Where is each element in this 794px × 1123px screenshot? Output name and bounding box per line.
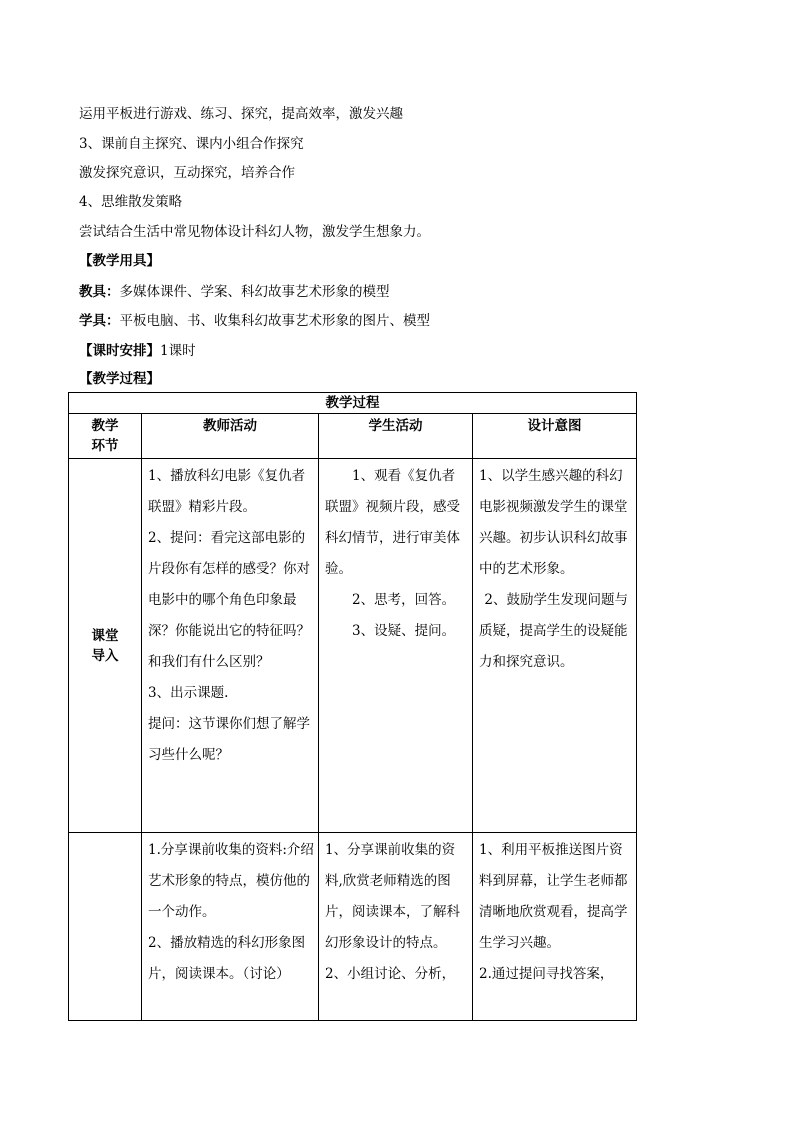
teacher-cell — [142, 459, 319, 833]
teacher-tools-text: 多媒体课件、学案、科幻故事艺术形象的模型 — [119, 284, 390, 300]
intro-line-2: 3、课前自主探究、课内小组合作探究 — [79, 136, 304, 152]
intent-item: 1、利用平板推送图片资料到屏幕，让学生老师都清晰地欣赏观看，提高学生学习兴趣。 — [479, 842, 628, 951]
header-student: 学生活动 — [319, 414, 473, 459]
student-item: 3、设疑、提问。 — [352, 623, 456, 639]
student-cell — [319, 459, 473, 833]
teacher-item: 2、提问：看完这部电影的片段你有怎样的感受？你对电影中的哪个角色印象最深？你能说出它的特征吗？和我们有什么区别？ — [148, 530, 310, 670]
student-item: 1、观看《复仇者联盟》视频片段，感受科幻情节，进行审美体验。 — [325, 468, 460, 577]
teacher-item: 3、出示课题. — [148, 685, 229, 701]
table-title-row — [69, 393, 637, 414]
teacher-cell — [142, 833, 319, 1021]
student-item: 1、分享课前收集的资料,欣赏老师精选的图片，阅读课本，了解科幻形象设计的特点。 — [325, 842, 460, 951]
student-item: 2、小组讨论、分析， — [325, 966, 456, 982]
teacher-tools-label: 教具： — [79, 284, 120, 300]
intro-line-3: 激发探究意识，互动探究，培养合作 — [79, 165, 295, 181]
teacher-tools-line — [79, 283, 390, 301]
intent-cell — [473, 833, 637, 1021]
header-intent: 设计意图 — [473, 414, 637, 459]
student-cell — [319, 833, 473, 1021]
intro-line-4: 4、思维散发策略 — [79, 194, 183, 210]
student-item: 2、思考，回答。 — [352, 592, 456, 608]
tools-heading: 【教学用具】 — [79, 253, 160, 269]
table-header-row — [69, 414, 637, 459]
lesson-process-table — [68, 392, 637, 1021]
teacher-item: 1.分享课前收集的资料:介绍艺术形象的特点，模仿他的一个动作。 — [148, 842, 314, 920]
header-teacher: 教师活动 — [142, 414, 319, 459]
student-tools-label: 学具： — [79, 313, 120, 329]
intro-line-1: 运用平板进行游戏、练习、探究，提高效率，激发兴趣 — [79, 106, 403, 122]
intent-cell — [473, 459, 637, 833]
header-stage — [69, 414, 142, 459]
intent-item: 2、鼓励学生发现问题与质疑，提高学生的设疑能力和探究意识。 — [479, 592, 628, 670]
table-row — [69, 833, 637, 1021]
teacher-item: 提问：这节课你们想了解学习些什么呢？ — [148, 716, 310, 763]
stage-text: 课堂导入 — [91, 627, 119, 664]
student-tools-line — [79, 312, 430, 330]
header-stage-text: 教学环节 — [91, 418, 119, 454]
intent-item: 2.通过提问寻找答案， — [479, 966, 614, 982]
schedule-line — [79, 342, 196, 360]
process-heading: 【教学过程】 — [79, 371, 160, 387]
teacher-item: 1、播放科幻电影《复仇者联盟》精彩片段。 — [148, 468, 306, 515]
student-tools-text: 平板电脑、书、收集科幻故事艺术形象的图片、模型 — [119, 313, 430, 329]
schedule-heading: 【课时安排】 — [79, 343, 160, 359]
teacher-item: 2、播放精选的科幻形象图片，阅读课本。（讨论） — [148, 935, 306, 982]
intent-item: 1、以学生感兴趣的科幻电影视频激发学生的课堂兴趣。初步认识科幻故事中的艺术形象。 — [479, 468, 628, 577]
table-title: 教学过程 — [69, 393, 637, 414]
stage-cell — [69, 833, 142, 1021]
table-row — [69, 459, 637, 833]
schedule-text: 1课时 — [160, 343, 196, 359]
stage-cell — [69, 459, 142, 833]
intro-line-5: 尝试结合生活中常见物体设计科幻人物，激发学生想象力。 — [79, 224, 430, 240]
